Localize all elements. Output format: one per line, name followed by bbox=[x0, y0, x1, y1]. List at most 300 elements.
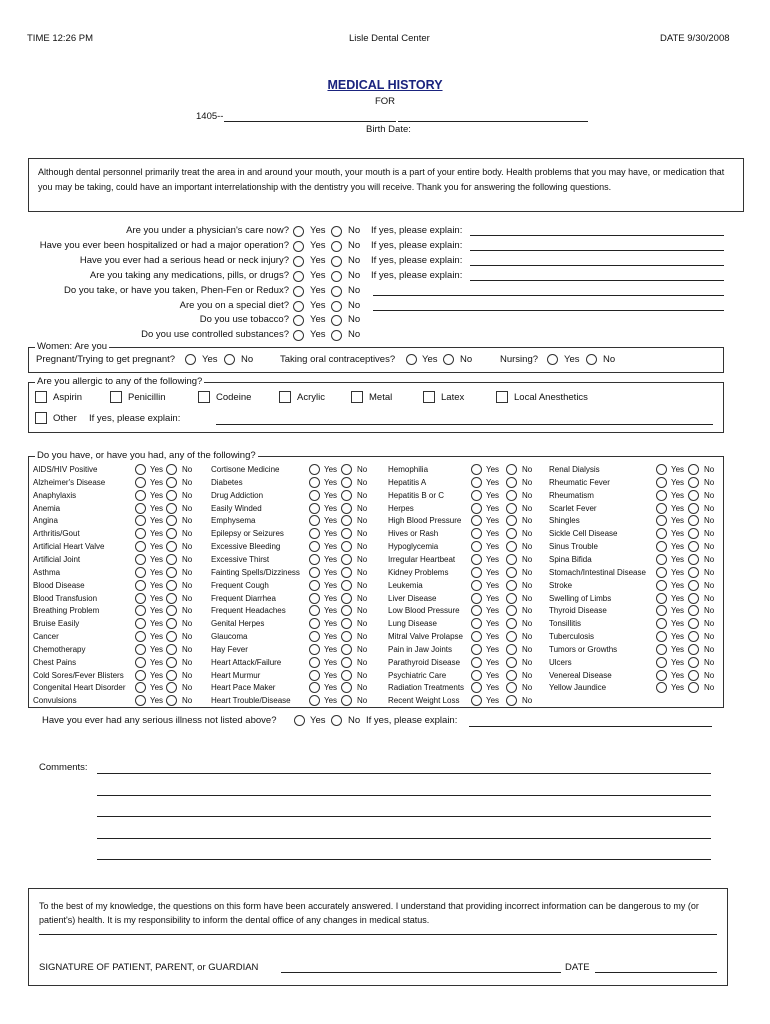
nursing-no-radio[interactable] bbox=[586, 354, 597, 365]
condition-yes-label: Yes bbox=[671, 490, 685, 500]
pregnant-yes-label: Yes bbox=[202, 354, 218, 365]
condition-row bbox=[549, 670, 739, 682]
nursing-yes-radio[interactable] bbox=[547, 354, 558, 365]
condition-no-label: No bbox=[704, 567, 715, 577]
patient-name-line[interactable] bbox=[224, 121, 396, 122]
condition-yes-radio[interactable] bbox=[656, 618, 667, 629]
patient-name-line-2[interactable] bbox=[398, 121, 588, 122]
condition-yes-label: Yes bbox=[324, 554, 338, 564]
condition-yes-radio[interactable] bbox=[656, 464, 667, 475]
condition-no-radio[interactable] bbox=[341, 695, 352, 706]
condition-yes-radio[interactable] bbox=[656, 605, 667, 616]
condition-no-radio[interactable] bbox=[166, 477, 177, 488]
condition-no-radio[interactable] bbox=[341, 644, 352, 655]
condition-name: Hemophilia bbox=[388, 465, 429, 474]
condition-no-radio[interactable] bbox=[506, 593, 517, 604]
condition-name: Cancer bbox=[33, 632, 59, 642]
condition-name: Pain in Jaw Joints bbox=[388, 644, 453, 654]
question-explain-label: If yes, please explain: bbox=[371, 269, 463, 281]
condition-name: Cortisone Medicine bbox=[211, 465, 280, 474]
allergy-other-label: Other bbox=[53, 413, 77, 424]
condition-yes-radio[interactable] bbox=[135, 695, 146, 706]
condition-yes-radio[interactable] bbox=[656, 580, 667, 591]
condition-no-radio[interactable] bbox=[688, 477, 699, 488]
condition-yes-radio[interactable] bbox=[135, 605, 146, 616]
condition-yes-radio[interactable] bbox=[135, 541, 146, 552]
condition-no-radio[interactable] bbox=[506, 580, 517, 591]
condition-yes-radio[interactable] bbox=[309, 593, 320, 604]
condition-yes-radio[interactable] bbox=[135, 554, 146, 565]
condition-row bbox=[211, 682, 401, 694]
condition-no-radio[interactable] bbox=[166, 670, 177, 681]
condition-no-label: No bbox=[357, 503, 368, 513]
condition-no-radio[interactable] bbox=[506, 464, 517, 475]
condition-yes-radio[interactable] bbox=[135, 593, 146, 604]
condition-no-radio[interactable] bbox=[341, 515, 352, 526]
condition-yes-radio[interactable] bbox=[471, 567, 482, 578]
condition-no-label: No bbox=[704, 529, 715, 539]
condition-no-radio[interactable] bbox=[506, 554, 517, 565]
condition-yes-radio[interactable] bbox=[135, 631, 146, 642]
condition-row bbox=[33, 631, 223, 643]
condition-yes-radio[interactable] bbox=[471, 580, 482, 591]
condition-no-radio[interactable] bbox=[341, 464, 352, 475]
condition-name: Hypoglycemia bbox=[388, 542, 439, 552]
question-text: Are you on a special diet? bbox=[179, 299, 289, 311]
condition-no-radio[interactable] bbox=[166, 528, 177, 539]
question-explain-line[interactable] bbox=[470, 235, 724, 236]
condition-no-radio[interactable] bbox=[688, 541, 699, 552]
condition-yes-radio[interactable] bbox=[309, 464, 320, 475]
condition-yes-radio[interactable] bbox=[309, 670, 320, 681]
condition-no-label: No bbox=[522, 542, 533, 552]
condition-no-radio[interactable] bbox=[166, 515, 177, 526]
condition-yes-radio[interactable] bbox=[471, 657, 482, 668]
question-yes-radio[interactable] bbox=[293, 241, 304, 252]
condition-yes-label: Yes bbox=[150, 477, 164, 487]
condition-no-radio[interactable] bbox=[166, 541, 177, 552]
condition-row bbox=[549, 618, 739, 630]
question-extra-line[interactable] bbox=[373, 310, 724, 311]
condition-yes-label: Yes bbox=[150, 554, 164, 564]
women-legend: Women: Are you bbox=[37, 341, 108, 352]
condition-name: Frequent Cough bbox=[211, 580, 269, 590]
condition-no-label: No bbox=[182, 503, 193, 513]
condition-no-radio[interactable] bbox=[166, 657, 177, 668]
condition-no-label: No bbox=[704, 477, 715, 487]
signature-date-line[interactable] bbox=[595, 972, 717, 973]
condition-name: Frequent Diarrhea bbox=[211, 593, 276, 603]
condition-yes-radio[interactable] bbox=[135, 670, 146, 681]
condition-yes-radio[interactable] bbox=[656, 541, 667, 552]
condition-yes-radio[interactable] bbox=[656, 670, 667, 681]
condition-no-radio[interactable] bbox=[688, 682, 699, 693]
comments-line-1[interactable] bbox=[97, 773, 711, 774]
question-no-radio[interactable] bbox=[331, 286, 342, 297]
condition-no-radio[interactable] bbox=[506, 670, 517, 681]
condition-yes-radio[interactable] bbox=[135, 682, 146, 693]
condition-yes-radio[interactable] bbox=[309, 554, 320, 565]
question-no-radio[interactable] bbox=[331, 315, 342, 326]
condition-name: Artificial Heart Valve bbox=[33, 542, 105, 552]
condition-yes-radio[interactable] bbox=[471, 554, 482, 565]
condition-no-radio[interactable] bbox=[166, 605, 177, 616]
condition-no-radio[interactable] bbox=[506, 682, 517, 693]
question-explain-line[interactable] bbox=[470, 265, 724, 266]
condition-no-label: No bbox=[522, 516, 533, 526]
condition-no-label: No bbox=[357, 696, 368, 706]
question-yes-radio[interactable] bbox=[293, 315, 304, 326]
condition-yes-radio[interactable] bbox=[471, 670, 482, 681]
condition-row bbox=[549, 605, 739, 617]
condition-no-radio[interactable] bbox=[166, 644, 177, 655]
condition-name: Sickle Cell Disease bbox=[549, 529, 618, 539]
attestation-text: To the best of my knowledge, the questions on this form have been accurately answered. I understand that providing incorrect information can be dangerous to my (or patient's) health. It is my responsibility to inform the dental office of any changes in medical status. bbox=[39, 901, 699, 925]
condition-no-radio[interactable] bbox=[688, 567, 699, 578]
question-no-radio[interactable] bbox=[331, 271, 342, 282]
condition-yes-label: Yes bbox=[671, 516, 685, 526]
condition-no-radio[interactable] bbox=[688, 503, 699, 514]
condition-yes-radio[interactable] bbox=[135, 464, 146, 475]
condition-no-radio[interactable] bbox=[688, 464, 699, 475]
condition-no-radio[interactable] bbox=[506, 490, 517, 501]
allergy-label: Latex bbox=[441, 392, 465, 403]
question-explain-line[interactable] bbox=[470, 250, 724, 251]
condition-no-radio[interactable] bbox=[506, 618, 517, 629]
allergy-checkbox[interactable] bbox=[351, 391, 363, 403]
nursing-question: Nursing? bbox=[500, 354, 539, 365]
condition-yes-radio[interactable] bbox=[309, 631, 320, 642]
condition-no-radio[interactable] bbox=[341, 593, 352, 604]
condition-yes-label: Yes bbox=[671, 632, 685, 642]
serious-explain-line[interactable] bbox=[469, 726, 712, 727]
condition-no-radio[interactable] bbox=[341, 528, 352, 539]
condition-no-label: No bbox=[357, 477, 368, 487]
condition-row bbox=[33, 605, 223, 617]
condition-row bbox=[33, 567, 223, 579]
condition-no-label: No bbox=[357, 516, 368, 526]
condition-yes-radio[interactable] bbox=[309, 644, 320, 655]
serious-yes-radio[interactable] bbox=[294, 715, 305, 726]
condition-yes-radio[interactable] bbox=[135, 618, 146, 629]
condition-yes-label: Yes bbox=[324, 516, 338, 526]
question-yes-label: Yes bbox=[310, 254, 326, 266]
comments-line-3[interactable] bbox=[97, 816, 711, 817]
condition-yes-radio[interactable] bbox=[656, 477, 667, 488]
condition-yes-radio[interactable] bbox=[309, 682, 320, 693]
nursing-yes-label: Yes bbox=[564, 354, 580, 365]
condition-no-radio[interactable] bbox=[688, 515, 699, 526]
condition-yes-radio[interactable] bbox=[656, 490, 667, 501]
condition-no-radio[interactable] bbox=[688, 554, 699, 565]
condition-no-label: No bbox=[182, 683, 193, 693]
allergy-checkbox[interactable] bbox=[35, 391, 47, 403]
condition-no-radio[interactable] bbox=[341, 618, 352, 629]
condition-yes-radio[interactable] bbox=[471, 503, 482, 514]
condition-no-radio[interactable] bbox=[341, 657, 352, 668]
condition-no-radio[interactable] bbox=[166, 567, 177, 578]
condition-name: Radiation Treatments bbox=[388, 683, 465, 693]
condition-row bbox=[211, 541, 401, 553]
condition-name: Easily Winded bbox=[211, 503, 262, 513]
condition-name: Convulsions bbox=[33, 696, 77, 706]
condition-yes-radio[interactable] bbox=[471, 644, 482, 655]
condition-yes-radio[interactable] bbox=[309, 528, 320, 539]
condition-yes-radio[interactable] bbox=[656, 503, 667, 514]
condition-no-radio[interactable] bbox=[506, 528, 517, 539]
condition-yes-radio[interactable] bbox=[135, 528, 146, 539]
allergy-other-checkbox[interactable] bbox=[35, 412, 47, 424]
condition-name: AIDS/HIV Positive bbox=[33, 465, 98, 474]
condition-yes-radio[interactable] bbox=[135, 567, 146, 578]
question-yes-radio[interactable] bbox=[293, 256, 304, 267]
question-extra-line[interactable] bbox=[373, 295, 724, 296]
condition-no-radio[interactable] bbox=[341, 503, 352, 514]
contraceptives-yes-radio[interactable] bbox=[406, 354, 417, 365]
condition-no-radio[interactable] bbox=[506, 605, 517, 616]
condition-name: Parathyroid Disease bbox=[388, 657, 461, 667]
condition-no-radio[interactable] bbox=[341, 490, 352, 501]
condition-no-radio[interactable] bbox=[341, 541, 352, 552]
condition-row bbox=[33, 554, 223, 566]
condition-name: Breathing Problem bbox=[33, 606, 100, 616]
serious-no-radio[interactable] bbox=[331, 715, 342, 726]
condition-no-radio[interactable] bbox=[688, 593, 699, 604]
condition-no-radio[interactable] bbox=[688, 605, 699, 616]
allergy-checkbox[interactable] bbox=[423, 391, 435, 403]
condition-no-radio[interactable] bbox=[506, 541, 517, 552]
condition-no-radio[interactable] bbox=[166, 490, 177, 501]
condition-yes-label: Yes bbox=[486, 554, 500, 564]
condition-yes-radio[interactable] bbox=[471, 464, 482, 475]
condition-no-radio[interactable] bbox=[688, 528, 699, 539]
condition-yes-radio[interactable] bbox=[309, 695, 320, 706]
condition-yes-radio[interactable] bbox=[656, 644, 667, 655]
condition-no-radio[interactable] bbox=[688, 657, 699, 668]
condition-no-radio[interactable] bbox=[688, 644, 699, 655]
condition-no-radio[interactable] bbox=[506, 503, 517, 514]
allergy-checkbox[interactable] bbox=[198, 391, 210, 403]
condition-row bbox=[33, 503, 223, 515]
condition-no-radio[interactable] bbox=[688, 580, 699, 591]
condition-name: Emphysema bbox=[211, 516, 256, 526]
question-yes-radio[interactable] bbox=[293, 271, 304, 282]
condition-yes-radio[interactable] bbox=[471, 618, 482, 629]
condition-name: Frequent Headaches bbox=[211, 606, 286, 616]
condition-name: Mitral Valve Prolapse bbox=[388, 632, 463, 642]
condition-no-radio[interactable] bbox=[341, 682, 352, 693]
condition-no-radio[interactable] bbox=[341, 567, 352, 578]
condition-yes-label: Yes bbox=[324, 593, 338, 603]
condition-row bbox=[211, 618, 401, 630]
condition-no-radio[interactable] bbox=[166, 695, 177, 706]
condition-yes-radio[interactable] bbox=[471, 528, 482, 539]
question-no-radio[interactable] bbox=[331, 226, 342, 237]
condition-no-radio[interactable] bbox=[688, 490, 699, 501]
condition-no-radio[interactable] bbox=[341, 631, 352, 642]
condition-no-radio[interactable] bbox=[506, 477, 517, 488]
condition-no-radio[interactable] bbox=[166, 503, 177, 514]
condition-no-radio[interactable] bbox=[506, 631, 517, 642]
condition-no-radio[interactable] bbox=[506, 515, 517, 526]
condition-no-radio[interactable] bbox=[166, 682, 177, 693]
condition-no-radio[interactable] bbox=[506, 695, 517, 706]
condition-yes-radio[interactable] bbox=[309, 580, 320, 591]
condition-no-radio[interactable] bbox=[341, 670, 352, 681]
allergy-label: Aspirin bbox=[53, 392, 83, 403]
condition-name: Ulcers bbox=[549, 657, 572, 667]
condition-yes-radio[interactable] bbox=[309, 541, 320, 552]
condition-yes-radio[interactable] bbox=[309, 503, 320, 514]
condition-row bbox=[211, 631, 401, 643]
question-explain-line[interactable] bbox=[470, 280, 724, 281]
question-yes-radio[interactable] bbox=[293, 301, 304, 312]
condition-yes-radio[interactable] bbox=[309, 477, 320, 488]
condition-yes-radio[interactable] bbox=[135, 657, 146, 668]
question-yes-radio[interactable] bbox=[293, 286, 304, 297]
condition-yes-radio[interactable] bbox=[135, 503, 146, 514]
allergy-checkbox[interactable] bbox=[110, 391, 122, 403]
condition-yes-radio[interactable] bbox=[309, 515, 320, 526]
condition-yes-radio[interactable] bbox=[135, 477, 146, 488]
condition-yes-radio[interactable] bbox=[309, 657, 320, 668]
condition-yes-radio[interactable] bbox=[656, 631, 667, 642]
comments-line-2[interactable] bbox=[97, 795, 711, 796]
condition-yes-radio[interactable] bbox=[471, 490, 482, 501]
question-yes-radio[interactable] bbox=[293, 226, 304, 237]
question-no-radio[interactable] bbox=[331, 241, 342, 252]
condition-no-label: No bbox=[182, 465, 193, 474]
condition-no-label: No bbox=[522, 529, 533, 539]
condition-no-radio[interactable] bbox=[688, 670, 699, 681]
condition-no-radio[interactable] bbox=[166, 464, 177, 475]
condition-yes-radio[interactable] bbox=[656, 682, 667, 693]
condition-no-radio[interactable] bbox=[341, 605, 352, 616]
condition-no-radio[interactable] bbox=[506, 657, 517, 668]
condition-yes-radio[interactable] bbox=[471, 593, 482, 604]
condition-no-radio[interactable] bbox=[688, 631, 699, 642]
condition-yes-label: Yes bbox=[486, 490, 500, 500]
question-no-radio[interactable] bbox=[331, 301, 342, 312]
condition-yes-radio[interactable] bbox=[656, 657, 667, 668]
condition-yes-label: Yes bbox=[150, 593, 164, 603]
condition-name: Leukemia bbox=[388, 580, 423, 590]
condition-no-radio[interactable] bbox=[166, 631, 177, 642]
header-time: TIME 12:26 PM bbox=[27, 33, 93, 44]
condition-no-radio[interactable] bbox=[688, 618, 699, 629]
condition-yes-radio[interactable] bbox=[656, 567, 667, 578]
allergy-other-explain-line[interactable] bbox=[216, 424, 713, 425]
condition-yes-radio[interactable] bbox=[309, 490, 320, 501]
condition-yes-radio[interactable] bbox=[309, 567, 320, 578]
comments-line-5[interactable] bbox=[97, 859, 711, 860]
pregnant-no-radio[interactable] bbox=[224, 354, 235, 365]
condition-yes-radio[interactable] bbox=[135, 515, 146, 526]
signature-line[interactable] bbox=[281, 972, 561, 973]
condition-yes-radio[interactable] bbox=[471, 477, 482, 488]
allergy-label: Metal bbox=[369, 392, 393, 403]
condition-name: Blood Transfusion bbox=[33, 593, 98, 603]
condition-no-radio[interactable] bbox=[506, 567, 517, 578]
question-no-radio[interactable] bbox=[331, 330, 342, 341]
condition-yes-label: Yes bbox=[486, 465, 500, 474]
condition-yes-radio[interactable] bbox=[656, 528, 667, 539]
condition-name: Hives or Rash bbox=[388, 529, 439, 539]
condition-yes-radio[interactable] bbox=[309, 605, 320, 616]
condition-no-radio[interactable] bbox=[166, 554, 177, 565]
condition-no-label: No bbox=[704, 490, 715, 500]
condition-no-label: No bbox=[182, 477, 193, 487]
condition-no-radio[interactable] bbox=[341, 580, 352, 591]
condition-no-radio[interactable] bbox=[341, 477, 352, 488]
allergy-checkbox[interactable] bbox=[279, 391, 291, 403]
attestation-line[interactable] bbox=[39, 934, 717, 935]
condition-yes-radio[interactable] bbox=[471, 682, 482, 693]
pregnant-yes-radio[interactable] bbox=[185, 354, 196, 365]
condition-yes-radio[interactable] bbox=[471, 695, 482, 706]
condition-yes-radio[interactable] bbox=[135, 580, 146, 591]
condition-yes-radio[interactable] bbox=[471, 605, 482, 616]
condition-yes-radio[interactable] bbox=[309, 618, 320, 629]
comments-line-4[interactable] bbox=[97, 838, 711, 839]
condition-name: Tumors or Growths bbox=[549, 644, 618, 654]
condition-name: Bruise Easily bbox=[33, 619, 80, 629]
question-yes-radio[interactable] bbox=[293, 330, 304, 341]
condition-yes-label: Yes bbox=[150, 503, 164, 513]
question-yes-label: Yes bbox=[310, 239, 326, 251]
condition-yes-radio[interactable] bbox=[656, 554, 667, 565]
condition-yes-radio[interactable] bbox=[135, 644, 146, 655]
condition-no-radio[interactable] bbox=[166, 618, 177, 629]
question-yes-label: Yes bbox=[310, 284, 326, 296]
condition-yes-radio[interactable] bbox=[471, 541, 482, 552]
condition-no-radio[interactable] bbox=[166, 593, 177, 604]
condition-yes-radio[interactable] bbox=[135, 490, 146, 501]
condition-name: Heart Attack/Failure bbox=[211, 657, 282, 667]
question-no-radio[interactable] bbox=[331, 256, 342, 267]
condition-row bbox=[549, 657, 739, 669]
condition-yes-radio[interactable] bbox=[471, 631, 482, 642]
signature-date-label: DATE bbox=[565, 962, 590, 973]
condition-row bbox=[549, 477, 739, 489]
condition-no-radio[interactable] bbox=[166, 580, 177, 591]
condition-no-label: No bbox=[182, 619, 193, 629]
condition-no-label: No bbox=[704, 503, 715, 513]
condition-name: Kidney Problems bbox=[388, 567, 449, 577]
condition-no-radio[interactable] bbox=[506, 644, 517, 655]
condition-yes-radio[interactable] bbox=[471, 515, 482, 526]
allergy-label: Local Anesthetics bbox=[514, 392, 588, 403]
condition-name: Renal Dialysis bbox=[549, 465, 600, 474]
serious-explain-label: If yes, please explain: bbox=[366, 715, 458, 726]
condition-no-label: No bbox=[182, 644, 193, 654]
condition-yes-radio[interactable] bbox=[656, 593, 667, 604]
condition-no-label: No bbox=[704, 632, 715, 642]
condition-yes-label: Yes bbox=[671, 529, 685, 539]
allergy-checkbox[interactable] bbox=[496, 391, 508, 403]
condition-yes-radio[interactable] bbox=[656, 515, 667, 526]
condition-no-label: No bbox=[357, 683, 368, 693]
condition-no-radio[interactable] bbox=[341, 554, 352, 565]
condition-name: Shingles bbox=[549, 516, 580, 526]
condition-row bbox=[33, 541, 223, 553]
question-text: Do you take, or have you taken, Phen-Fen or Redux? bbox=[64, 284, 289, 296]
condition-yes-label: Yes bbox=[671, 683, 685, 693]
condition-no-label: No bbox=[704, 542, 715, 552]
contraceptives-no-radio[interactable] bbox=[443, 354, 454, 365]
condition-no-label: No bbox=[704, 683, 715, 693]
condition-row bbox=[211, 528, 401, 540]
